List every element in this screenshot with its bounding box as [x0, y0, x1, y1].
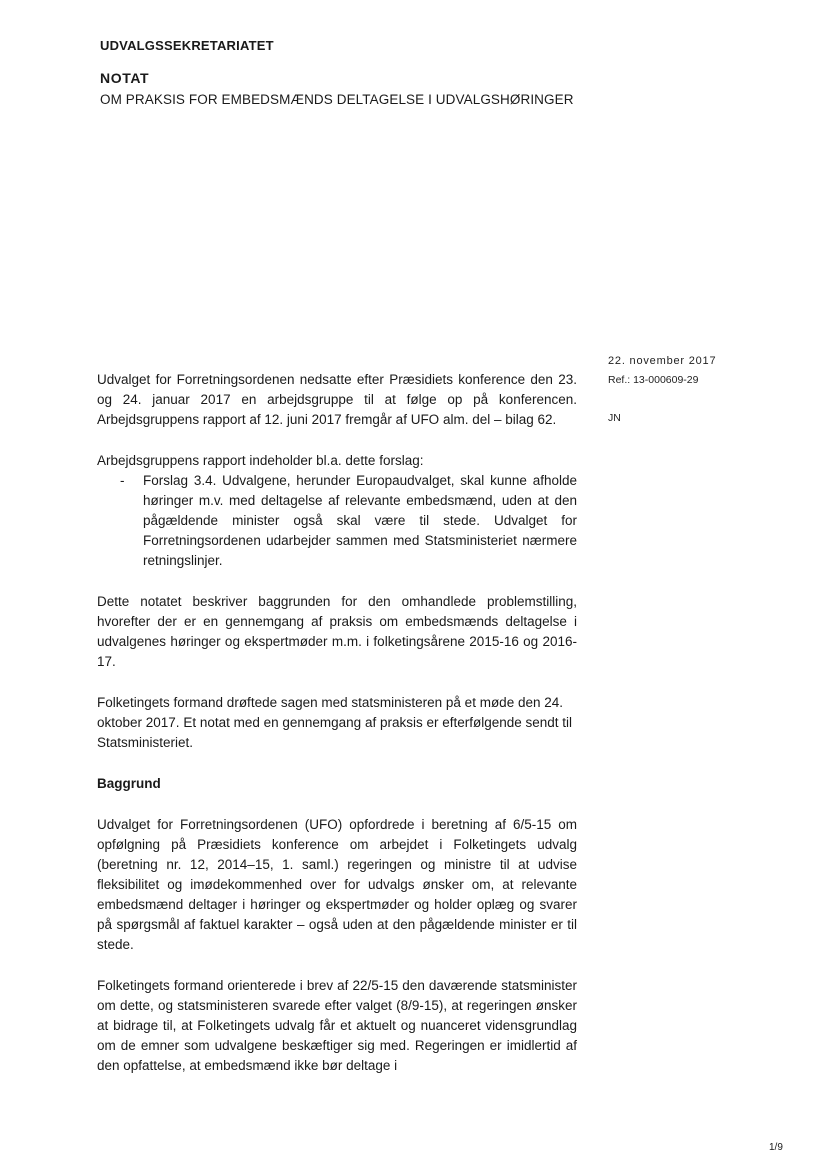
document-body: [97, 370, 577, 1076]
paragraph-background: Udvalget for Forretningsordenen (UFO) opfordrede i beretning af 6/5-15 om opfølgning på Præsidiets konference om arbejdet i Folketingets udvalg (beretning nr. 12, 2014–15, 1. saml.) regeringen og ministre til at udvise fleksibilitet og imødekommenhed over for udvalgs ønsker om, at relevante embedsmænd deltager i høringer og ekspertmøder og holder oplæg og svarer på spørgsmål af faktuel karakter – også uden at den pågældende minister er til stede.: [97, 817, 577, 952]
document-title: OM PRAKSIS FOR EMBEDSMÆNDS DELTAGELSE I UDVALGSHØRINGER: [100, 92, 574, 107]
page-number: 1/9: [769, 1142, 783, 1153]
document-type: NOTAT: [100, 70, 150, 86]
document-meta: [608, 355, 716, 424]
author-initials: JN: [608, 412, 621, 424]
proposal-bullet: [120, 471, 577, 571]
bullet-dash: -: [120, 473, 125, 488]
paragraph-letter: Folketingets formand orienterede i brev af 22/5-15 den daværende statsminister om dette, og statsministeren svarede efter valget (8/9-15), at regeringen ønsker at bidrage til, at Folketingets udvalg får et aktuelt og nuanceret vidensgrundlag om de emner som udvalgene beskæftiger sig med. Regeringen er imidlertid af den opfattelse, at embedsmænd ikke bør deltage i: [97, 978, 577, 1073]
paragraph-proposal-lead: Arbejdsgruppens rapport indeholder bl.a. dette forslag:: [97, 453, 424, 468]
document-reference: Ref.: 13-000609-29: [608, 374, 699, 386]
bullet-text: Forslag 3.4. Udvalgene, herunder Europaudvalget, skal kunne afholde høringer m.v. med deltagelse af relevante embedsmænd, uden at den pågældende minister også skal være til stede. Udvalget for Forretningsordenen udarbejder sammen med Statsministeriet nærmere retningslinjer.: [143, 473, 577, 568]
paragraph-intro: Udvalget for Forretningsordenen nedsatte efter Præsidiets konference den 23. og 24. januar 2017 en arbejdsgruppe til at følge op på konferencen. Arbejdsgruppens rapport af 12. juni 2017 fremgår af UFO alm. del – bilag 62.: [97, 372, 577, 427]
section-heading-background: Baggrund: [97, 776, 161, 791]
paragraph-scope: Dette notatet beskriver baggrunden for den omhandlede problemstilling, hvorefter der er en gennemgang af praksis om embedsmænds deltagelse i udvalgenes høringer og ekspertmøder m.m. i folketingsårene 2015-16 og 2016-17.: [97, 594, 577, 669]
organization-name: UDVALGSSEKRETARIATET: [100, 38, 274, 53]
paragraph-meeting: Folketingets formand drøftede sagen med statsministeren på et møde den 24. oktober 2017. Et notat med en gennemgang af praksis er efterfølgende sendt til Statsministeriet.: [97, 695, 573, 750]
document-date: 22. november 2017: [608, 355, 717, 367]
